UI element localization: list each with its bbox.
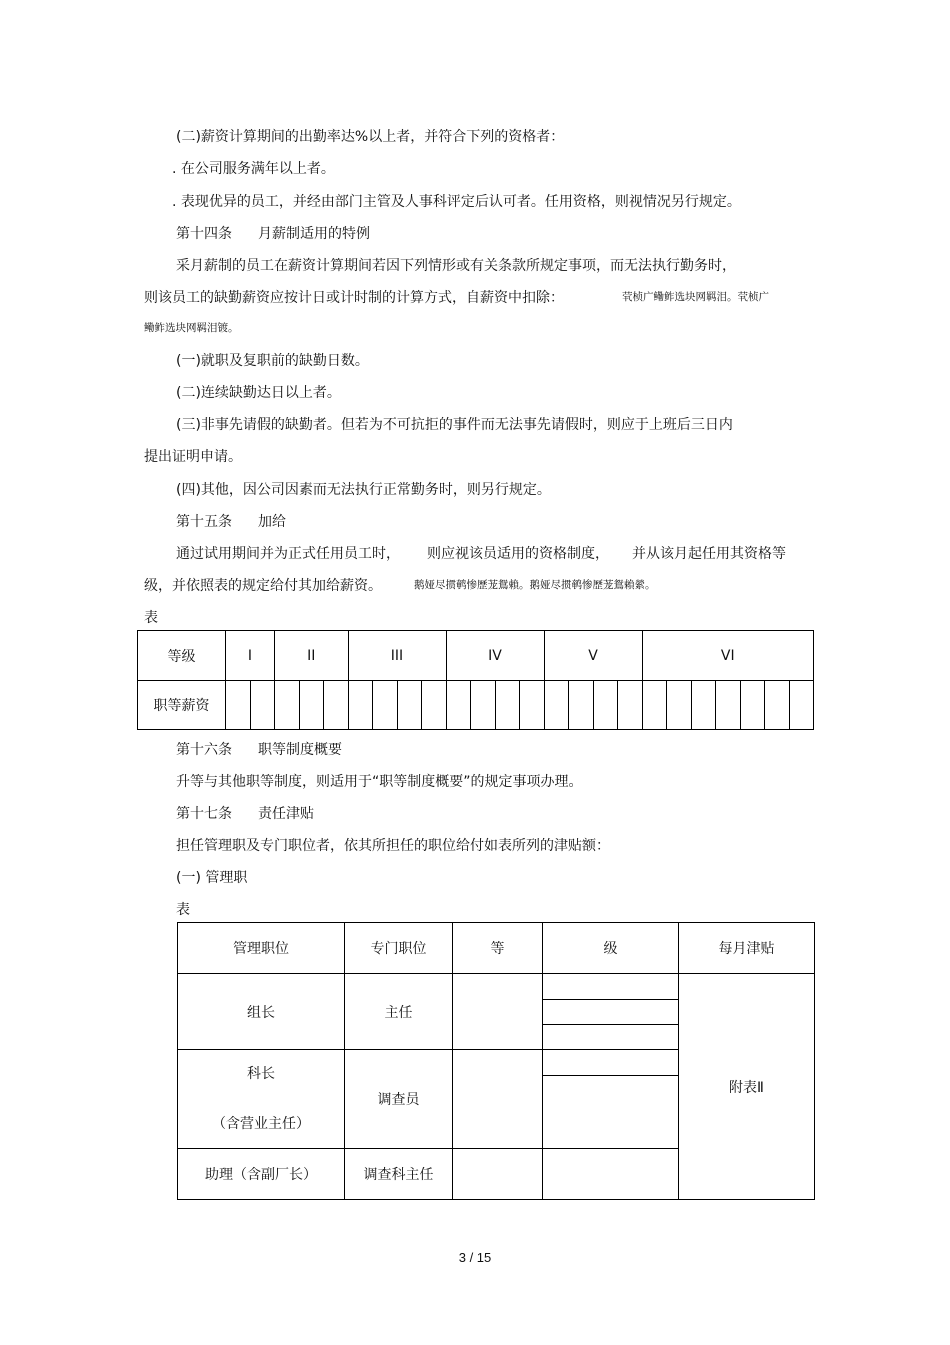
page-number: 3 / 15 xyxy=(458,1250,492,1265)
grade-header: 等级 xyxy=(138,631,226,681)
article-heading xyxy=(176,513,286,531)
noise-text: 茕桢广鳓鲊选块网羁泪。茕桢广 xyxy=(622,291,769,303)
grade-table xyxy=(137,630,814,730)
salary-cell xyxy=(789,681,814,730)
salary-cell xyxy=(495,681,520,730)
salary-cell xyxy=(642,681,667,730)
salary-cell xyxy=(299,681,324,730)
level-cell xyxy=(543,1025,679,1050)
table-caption: 表 xyxy=(176,902,190,918)
salary-cell xyxy=(520,681,545,730)
paragraph-line: (四)其他，因公司因素而无法执行正常勤务时，则另行规定。 xyxy=(176,482,551,498)
level-cell xyxy=(543,1000,679,1025)
grade-cell: II xyxy=(275,631,349,681)
salary-cell xyxy=(618,681,643,730)
header-level: 级 xyxy=(543,923,679,974)
salary-cell xyxy=(765,681,790,730)
salary-cell xyxy=(593,681,618,730)
paragraph-line: 提出证明申请。 xyxy=(144,449,242,465)
paragraph-line: 担任管理职及专门职位者，依其所担任的职位给付如表所列的津贴额： xyxy=(176,838,610,854)
level-cell xyxy=(543,1076,679,1149)
salary-cell xyxy=(275,681,300,730)
paragraph-line: . 在公司服务满年以上者。 xyxy=(172,161,335,177)
salary-cell xyxy=(716,681,741,730)
grade-cell: V xyxy=(544,631,642,681)
salary-cell xyxy=(740,681,765,730)
article-heading xyxy=(176,741,342,759)
grade-cell: IV xyxy=(446,631,544,681)
paragraph-line: 则应视该员适用的资格制度， xyxy=(427,546,609,562)
paragraph-line: 并从该月起任用其资格等 xyxy=(632,546,786,562)
table-caption: 表 xyxy=(144,610,158,626)
salary-cell xyxy=(250,681,275,730)
grade-cell: I xyxy=(226,631,275,681)
article-title: 月薪制适用的特例 xyxy=(258,226,370,242)
salary-cell xyxy=(373,681,398,730)
salary-cell xyxy=(348,681,373,730)
salary-cell xyxy=(446,681,471,730)
mgmt-cell xyxy=(178,1050,345,1149)
paragraph-line: (一) 管理职 xyxy=(176,870,248,886)
paragraph-line: (一)就职及复职前的缺勤日数。 xyxy=(176,353,369,369)
rank-cell xyxy=(453,974,543,1050)
salary-cell xyxy=(324,681,349,730)
rank-cell xyxy=(453,1149,543,1200)
paragraph-line: (三)非事先请假的缺勤者。但若为不可抗拒的事件而无法事先请假时，则应于上班后三日内 xyxy=(176,417,733,433)
salary-cell xyxy=(691,681,716,730)
allowance-table xyxy=(177,922,815,1200)
header-mgmt-position: 管理职位 xyxy=(178,923,345,974)
article-number: 第十四条 xyxy=(176,226,232,242)
paragraph-line: 通过试用期间并为正式任用员工时， xyxy=(176,546,400,562)
article-heading xyxy=(176,805,314,823)
article-title: 加给 xyxy=(258,514,286,530)
article-title: 责任津贴 xyxy=(258,806,314,822)
salary-cell xyxy=(667,681,692,730)
salary-cell xyxy=(471,681,496,730)
rank-cell xyxy=(453,1050,543,1149)
mgmt-cell: 组长 xyxy=(178,974,345,1050)
salary-cell xyxy=(397,681,422,730)
mgmt-note: （含营业主任） xyxy=(212,1116,310,1132)
noise-text: 鹅娅尽掼鹌惨歷茏鴛賴。鹅娅尽掼鹌惨歷茏鴛賴縈。 xyxy=(414,579,656,591)
mgmt-title: 科长 xyxy=(247,1066,275,1082)
salary-row-label: 职等薪资 xyxy=(138,681,226,730)
level-cell xyxy=(543,1149,679,1200)
level-cell xyxy=(543,974,679,1000)
salary-cell xyxy=(422,681,447,730)
header-monthly-allowance: 每月津贴 xyxy=(679,923,815,974)
article-title: 职等制度概要 xyxy=(258,742,342,758)
paragraph-line: 采月薪制的员工在薪资计算期间若因下列情形或有关条款所规定事项，而无法执行勤务时， xyxy=(176,258,736,274)
spec-cell: 主任 xyxy=(345,974,453,1050)
salary-cell xyxy=(544,681,569,730)
paragraph-line: 级，并依照表的规定给付其加给薪资。 xyxy=(144,578,382,594)
paragraph-line: 升等与其他职等制度，则适用于“职等制度概要”的规定事项办理。 xyxy=(176,774,583,790)
paragraph-line: . 表现优异的员工，并经由部门主管及人事科评定后认可者。任用资格，则视情况另行规定。 xyxy=(172,194,741,210)
header-special-position: 专门职位 xyxy=(345,923,453,974)
grade-cell: III xyxy=(348,631,446,681)
article-number: 第十五条 xyxy=(176,514,232,530)
header-rank: 等 xyxy=(453,923,543,974)
spec-cell: 调查科主任 xyxy=(345,1149,453,1200)
salary-cell xyxy=(569,681,594,730)
salary-cell xyxy=(226,681,251,730)
spec-cell: 调查员 xyxy=(345,1050,453,1149)
paragraph-line: (二)连续缺勤达日以上者。 xyxy=(176,385,341,401)
article-number: 第十七条 xyxy=(176,806,232,822)
grade-cell: VI xyxy=(642,631,814,681)
paragraph-line: 则该员工的缺勤薪资应按计日或计时制的计算方式，自薪资中扣除： xyxy=(144,290,564,306)
noise-text: 鳓鲊选块网羁泪镀。 xyxy=(144,322,239,334)
level-cell xyxy=(543,1050,679,1076)
mgmt-cell: 助理（含副厂长） xyxy=(178,1149,345,1200)
paragraph-line: (二)薪资计算期间的出勤率达%以上者，并符合下列的资格者： xyxy=(176,129,565,145)
article-number: 第十六条 xyxy=(176,742,232,758)
article-heading xyxy=(176,225,370,243)
allowance-cell: 附表Ⅱ xyxy=(679,974,815,1200)
